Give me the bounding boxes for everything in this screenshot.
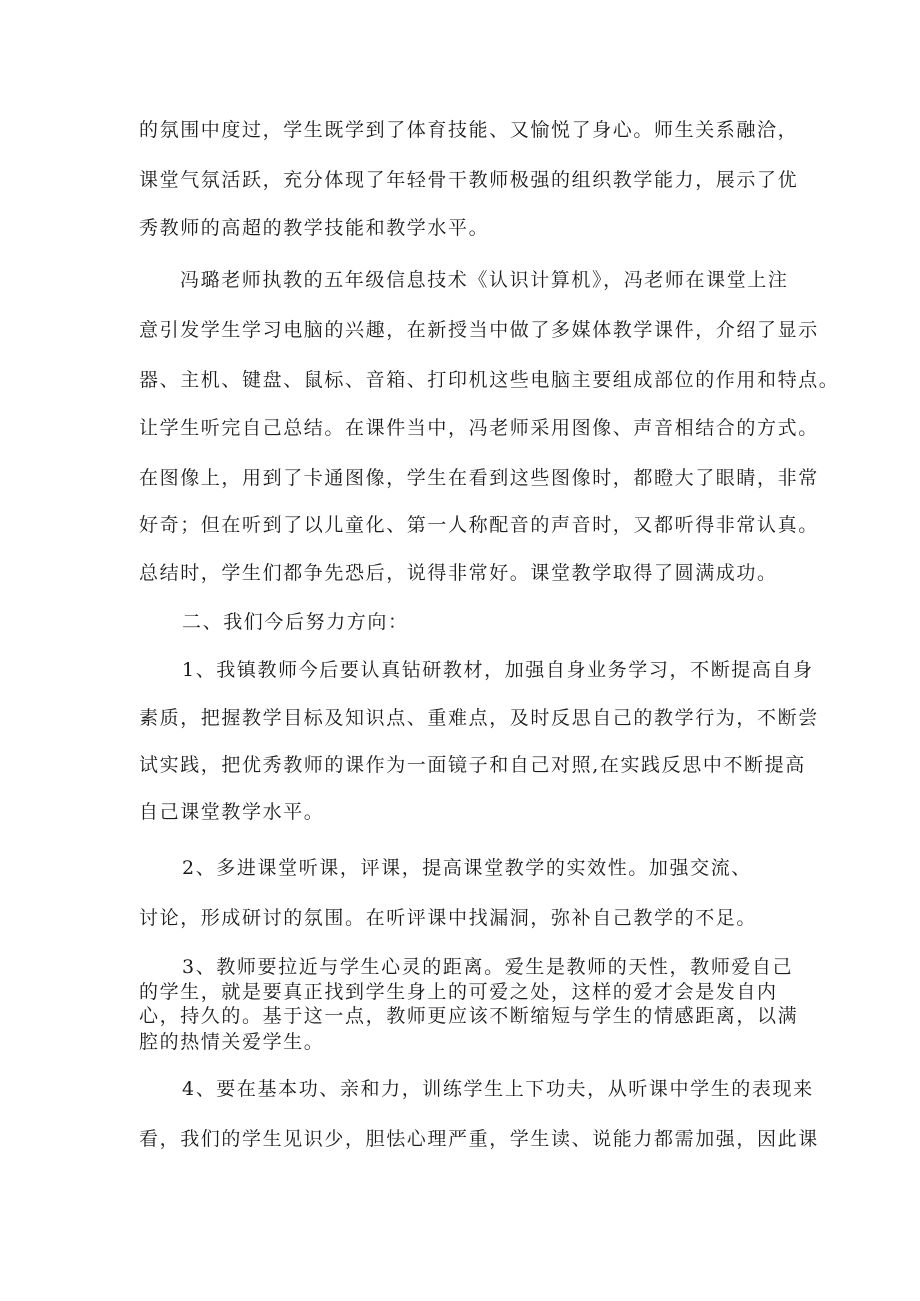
text-line: 在图像上，用到了卡通图像，学生在看到这些图像时，都瞪大了眼睛，非常 bbox=[139, 467, 819, 489]
text-line: 2、多进课堂听课，评课，提高课堂教学的实效性。加强交流、 bbox=[182, 857, 752, 879]
text-line: 让学生听完自己总结。在课件当中，冯老师采用图像、声音相结合的方式。 bbox=[139, 417, 819, 439]
section-heading: 二、我们今后努力方向： bbox=[182, 611, 409, 633]
text-line: 秀教师的高超的教学技能和教学水平。 bbox=[139, 217, 490, 239]
text-line: 试实践，把优秀教师的课作为一面镜子和自己对照,在实践反思中不断提高 bbox=[139, 754, 806, 776]
text-line: 腔的热情关爱学生。 bbox=[139, 1031, 325, 1053]
text-line: 自己课堂教学水平。 bbox=[139, 801, 325, 823]
text-line: 冯璐老师执教的五年级信息技术《认识计算机》，冯老师在课堂上注 bbox=[180, 269, 789, 291]
text-line: 1、我镇教师今后要认真钻研教材，加强自身业务学习，不断提高自身 bbox=[182, 659, 814, 681]
text-line: 的氛围中度过，学生既学到了体育技能、又愉悦了身心。师生关系融洽， bbox=[139, 119, 799, 141]
text-line: 好奇；但在听到了以儿童化、第一人称配音的声音时，又都听得非常认真。 bbox=[139, 514, 819, 536]
text-line: 看，我们的学生见识少，胆怯心理严重，学生读、说能力都需加强，因此课 bbox=[139, 1128, 819, 1150]
text-line: 的学生，就是要真正找到学生身上的可爱之处，这样的爱才会是发自内 bbox=[139, 981, 778, 1003]
text-line: 素质，把握教学目标及知识点、重难点，及时反思自己的教学行为，不断尝 bbox=[139, 707, 819, 729]
text-line: 心，持久的。基于这一点，教师更应该不断缩短与学生的情感距离，以满 bbox=[139, 1005, 799, 1027]
text-line: 总结时，学生们都争先恐后，说得非常好。课堂教学取得了圆满成功。 bbox=[139, 562, 778, 584]
text-line: 4、要在基本功、亲和力，训练学生上下功夫，从听课中学生的表现来 bbox=[182, 1078, 814, 1100]
text-line: 课堂气氛活跃，充分体现了年轻骨干教师极强的组织教学能力，展示了优 bbox=[139, 169, 799, 191]
text-line: 器、主机、键盘、鼠标、音箱、打印机这些电脑主要组成部位的作用和特点。 bbox=[139, 369, 840, 391]
text-line: 讨论，形成研讨的氛围。在听评课中找漏洞，弥补自己教学的不足。 bbox=[139, 907, 758, 929]
text-line: 3、教师要拉近与学生心灵的距离。爱生是教师的天性，教师爱自己 bbox=[182, 956, 794, 978]
text-line: 意引发学生学习电脑的兴趣，在新授当中做了多媒体教学课件，介绍了显示 bbox=[139, 319, 819, 341]
